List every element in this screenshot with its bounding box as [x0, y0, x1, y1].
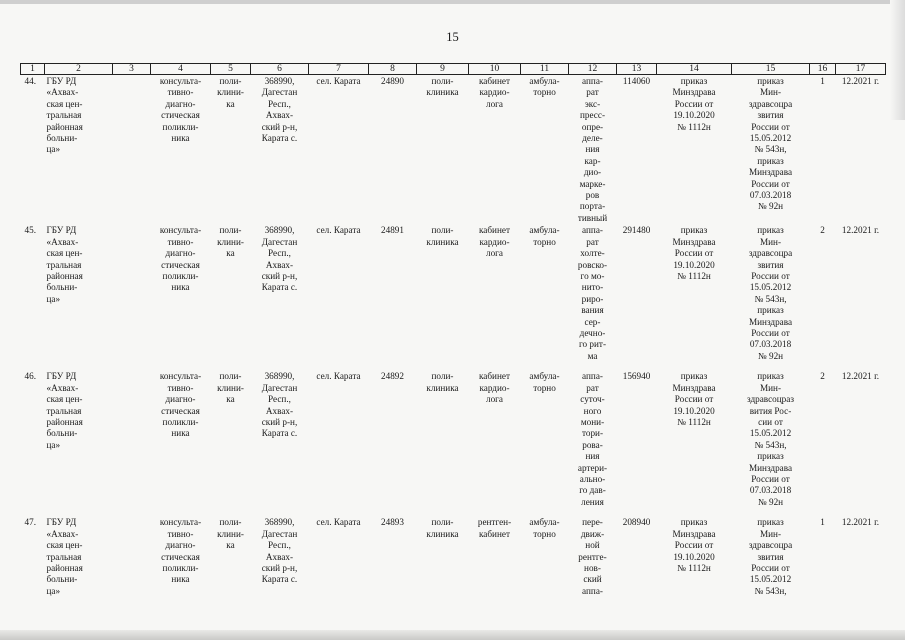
table-row	[21, 75, 886, 225]
organization: ГБУ РД «Ахвах- ская цен- тральная районная больни- ца»	[46, 371, 83, 450]
column-number: 6	[251, 64, 309, 75]
room: кабинет кардио- лога	[478, 371, 510, 405]
equipment-name: аппа- рат экс- пресс- опре- деле- ния кар- дио- марке- ров порта- тивный	[577, 76, 608, 223]
standard-reference: приказ Мин- здравсоцраз вития Рос- сии от 15.05.2012 № 543н, приказ Минздрава России от 07.03.2018 № 92н	[747, 371, 794, 507]
column-number: 10	[469, 64, 521, 75]
settlement: сел. Карата	[316, 225, 361, 236]
column-number: 14	[657, 64, 732, 75]
quantity: 2	[820, 371, 825, 382]
column-number: 11	[521, 64, 569, 75]
facility-kind: поли- клини- ка	[217, 76, 244, 109]
settlement: сел. Карата	[316, 371, 361, 382]
page-number: 15	[446, 30, 459, 44]
row-number: 47.	[24, 517, 36, 528]
unit: поли- клиника	[426, 517, 459, 539]
scan-right-edge	[890, 0, 905, 120]
column-number: 15	[732, 64, 810, 75]
standard-reference: приказ Мин- здравсоцра звития России от 15.05.2012 № 543н, приказ Минздрава России от 07.03.2018 № 92н	[748, 225, 793, 361]
column-number: 13	[617, 64, 657, 75]
settlement-code: 24890	[381, 76, 404, 86]
address: 368990, Дагестан Респ., Ахвах- ский р-н, Карата с.	[261, 225, 298, 293]
row-number: 45.	[24, 225, 36, 236]
room: кабинет кардио- лога	[478, 76, 510, 109]
row-number: 46.	[24, 371, 36, 382]
price: 114060	[622, 76, 651, 86]
quantity: 1	[820, 76, 825, 86]
column-number: 17	[836, 64, 886, 75]
column-number: 3	[113, 64, 151, 75]
settlement: сел. Карата	[316, 517, 361, 528]
column-number: 7	[309, 64, 369, 75]
column-number: 12	[569, 64, 617, 75]
quantity: 2	[820, 225, 825, 236]
facility-type: консульта- тивно- диагно- стическая поликли- ника	[159, 225, 202, 293]
order-reference: приказ Минздрава России от 19.10.2020 № 1112н	[672, 517, 716, 573]
column-number: 2	[45, 64, 113, 75]
organization: ГБУ РД «Ахвах- ская цен- тральная районная больни- ца»	[46, 225, 83, 304]
address: 368990, Дагестан Респ., Ахвах- ский р-н, Карата с.	[261, 371, 298, 439]
facility-kind: поли- клини- ка	[217, 371, 244, 405]
standard-reference: приказ Мин- здравсоцра звития России от 15.05.2012 № 543н, приказ Минздрава России от 07.03.2018 № 92н	[748, 76, 793, 212]
order-reference: приказ Минздрава России от 19.10.2020 № 1112н	[672, 225, 716, 281]
empty-cell	[113, 224, 151, 370]
quantity: 1	[820, 517, 825, 528]
table-row	[21, 516, 886, 597]
price: 208940	[622, 517, 651, 528]
standard-reference: приказ Мин- здравсоцра звития России от 15.05.2012 № 543н,	[748, 517, 793, 596]
column-number: 16	[810, 64, 836, 75]
column-number: 9	[417, 64, 469, 75]
facility-kind: поли- клини- ка	[217, 225, 244, 259]
care-condition: амбула- торно	[529, 517, 560, 539]
table-row	[21, 224, 886, 370]
scan-bottom-edge	[0, 630, 905, 640]
settlement-code: 24891	[381, 225, 404, 236]
scan-top-edge	[0, 0, 905, 4]
column-number-row	[21, 64, 886, 75]
settlement-code: 24893	[381, 517, 404, 528]
facility-type: консульта- тивно- диагно- стическая поликли- ника	[159, 517, 202, 585]
settlement: сел. Карата	[316, 76, 361, 86]
organization: ГБУ РД «Ахвах- ская цен- тральная районная больни- ца»	[46, 76, 83, 155]
facility-type: консульта- тивно- диагно- стическая поликли- ника	[159, 371, 202, 439]
organization: ГБУ РД «Ахвах- ская цен- тральная районная больни- ца»	[46, 517, 83, 596]
facility-kind: поли- клини- ка	[217, 517, 244, 551]
equipment-name: пере- движ- ной рентге- нов- ский аппа-	[578, 517, 607, 596]
empty-cell	[113, 516, 151, 597]
care-condition: амбула- торно	[529, 371, 560, 393]
row-number: 44.	[24, 76, 36, 86]
column-number: 4	[151, 64, 211, 75]
delivery-date: 12.2021 г.	[841, 517, 880, 528]
order-reference: приказ Минздрава России от 19.10.2020 № 1112н	[672, 371, 716, 427]
unit: поли- клиника	[426, 371, 459, 393]
care-condition: амбула- торно	[529, 76, 560, 98]
facility-type: консульта- тивно- диагно- стическая поликли- ника	[159, 76, 202, 144]
empty-cell	[113, 370, 151, 516]
column-number: 1	[21, 64, 45, 75]
empty-cell	[113, 75, 151, 225]
address: 368990, Дагестан Респ., Ахвах- ский р-н, Карата с.	[261, 517, 298, 585]
care-condition: амбула- торно	[529, 225, 560, 247]
price: 291480	[622, 225, 651, 236]
delivery-date: 12.2021 г.	[841, 76, 880, 86]
table-row	[21, 370, 886, 516]
delivery-date: 12.2021 г.	[841, 225, 880, 236]
unit: поли- клиника	[426, 76, 459, 98]
price: 156940	[622, 371, 651, 382]
order-reference: приказ Минздрава России от 19.10.2020 № 1112н	[672, 76, 716, 132]
equipment-name: аппа- рат суточ- ного мони- тори- рова- ния артери- ально- го дав- ления	[577, 371, 608, 507]
room: рентген- кабинет	[477, 517, 512, 539]
column-number: 5	[211, 64, 251, 75]
equipment-name: аппа- рат холте- ровско- го мо- нито- риро- вания сер- дечно- го рит- ма	[577, 225, 608, 361]
equipment-table	[20, 63, 886, 597]
unit: поли- клиника	[426, 225, 459, 247]
settlement-code: 24892	[381, 371, 404, 382]
address: 368990, Дагестан Респ., Ахвах- ский р-н, Карата с.	[261, 76, 298, 144]
room: кабинет кардио- лога	[478, 225, 510, 259]
column-number: 8	[369, 64, 417, 75]
delivery-date: 12.2021 г.	[841, 371, 880, 382]
